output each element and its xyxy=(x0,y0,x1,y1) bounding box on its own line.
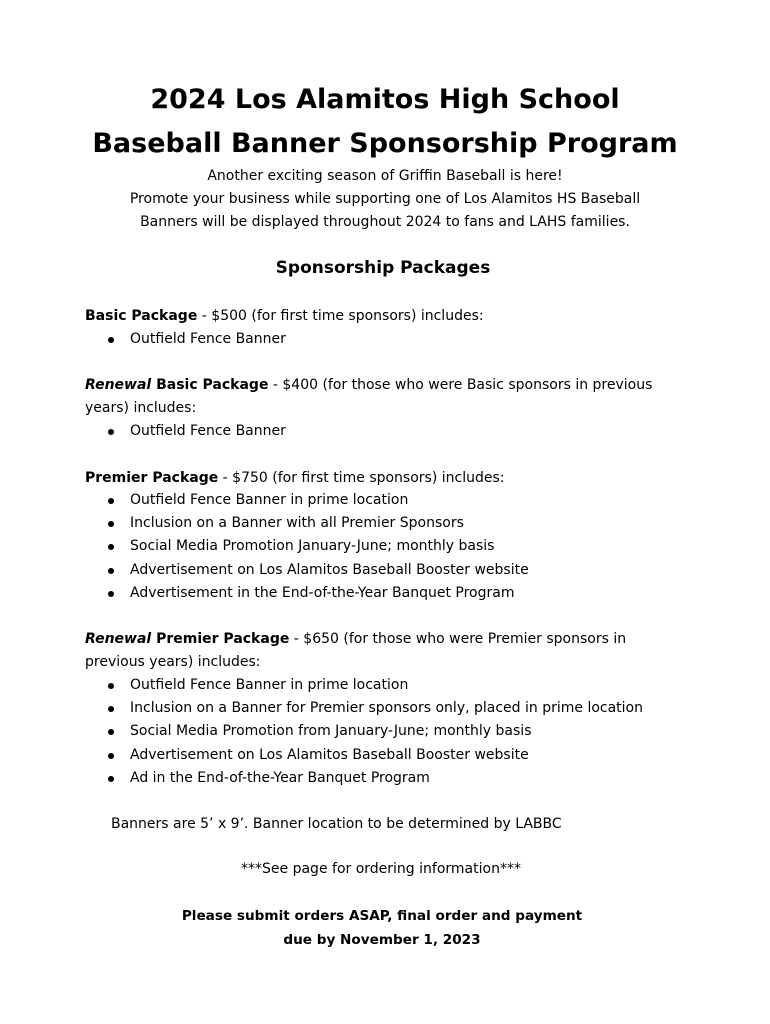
title-line-2: Baseball Banner Sponsorship Program xyxy=(92,128,678,159)
banner-size-note: Banners are 5’ x 9’. Banner location to be determined by LABBC xyxy=(111,816,562,832)
closing-line-1: Please submit orders ASAP, final order and payment xyxy=(181,908,583,924)
section-heading: Sponsorship Packages xyxy=(275,258,491,278)
closing-line-2: due by November 1, 2023 xyxy=(283,932,481,948)
intro-line-3: Banners will be displayed throughout 2024 to fans and LAHS families. xyxy=(140,214,630,230)
bullet-icon xyxy=(108,776,114,782)
intro-line-1: Another exciting season of Griffin Baseball is here! xyxy=(207,168,563,184)
list-item xyxy=(105,489,705,512)
list-item-text: Social Media Promotion from January-June; monthly basis xyxy=(130,723,532,740)
list-item xyxy=(105,767,705,790)
list-item-text: Outfield Fence Banner xyxy=(130,331,286,347)
bullet-icon xyxy=(108,337,114,343)
bullet-icon xyxy=(108,498,114,504)
list-item xyxy=(105,535,705,558)
basic-package-desc: - $500 (for first time sponsors) includes: xyxy=(197,308,484,324)
list-item-text: Inclusion on a Banner for Premier sponsors only, placed in prime location xyxy=(130,700,643,717)
list-item-text: Advertisement in the End-of-the-Year Banquet Program xyxy=(130,584,515,601)
basic-package-name: Basic Package xyxy=(85,308,198,324)
bullet-icon xyxy=(108,568,114,574)
list-item-text: Outfield Fence Banner in prime location xyxy=(130,492,409,508)
bullet-icon xyxy=(108,753,114,759)
list-item xyxy=(105,420,705,443)
list-item xyxy=(105,744,705,767)
intro-line-2: Promote your business while supporting one of Los Alamitos HS Baseball xyxy=(129,191,641,207)
basic-package-items xyxy=(105,328,705,351)
premier-package-name: Premier Package xyxy=(85,470,219,486)
list-item xyxy=(105,720,705,743)
list-item-text: Inclusion on a Banner with all Premier Sponsors xyxy=(130,515,464,532)
see-page-note: ***See page for ordering information*** xyxy=(241,861,521,877)
renewal-premier-package-desc: - $650 (for those who were Premier sponsors in xyxy=(289,631,627,647)
list-item xyxy=(105,512,705,535)
renewal-basic-package-heading xyxy=(85,374,685,420)
renewal-premier-package-items xyxy=(105,674,705,790)
renewal-basic-package-desc: - $400 (for those who were Basic sponsors in previous xyxy=(268,377,653,393)
list-item-text: Advertisement on Los Alamitos Baseball Booster website xyxy=(130,561,529,578)
list-item-text: Ad in the End-of-the-Year Banquet Program xyxy=(130,769,430,786)
list-item xyxy=(105,559,705,582)
list-item-text: Outfield Fence Banner xyxy=(130,423,286,439)
premier-package-heading xyxy=(85,467,685,490)
renewal-basic-package-items xyxy=(105,420,705,443)
bullet-icon xyxy=(108,521,114,527)
renewal-basic-package-desc-2: years) includes: xyxy=(85,400,197,417)
bullet-icon xyxy=(108,683,114,689)
renewal-premier-package-desc-2: previous years) includes: xyxy=(85,654,261,671)
list-item xyxy=(105,328,705,351)
renewal-premier-package-name: Premier Package xyxy=(151,631,290,647)
title-line-1: 2024 Los Alamitos High School xyxy=(150,84,620,115)
premier-package-desc: - $750 (for first time sponsors) includes: xyxy=(218,470,505,486)
list-item xyxy=(105,582,705,605)
list-item-text: Social Media Promotion January-June; monthly basis xyxy=(130,538,495,555)
list-item-text: Advertisement on Los Alamitos Baseball Booster website xyxy=(130,746,529,763)
basic-package-heading xyxy=(85,305,685,328)
bullet-icon xyxy=(108,706,114,712)
renewal-basic-package-name: Basic Package xyxy=(151,377,269,393)
bullet-icon xyxy=(108,429,114,435)
list-item xyxy=(105,674,705,697)
premier-package-items xyxy=(105,489,705,605)
list-item-text: Outfield Fence Banner in prime location xyxy=(130,677,409,693)
renewal-word: Renewal xyxy=(85,631,152,647)
list-item xyxy=(105,697,705,720)
bullet-icon xyxy=(108,591,114,597)
renewal-premier-package-heading xyxy=(85,628,685,674)
renewal-word: Renewal xyxy=(85,377,152,393)
bullet-icon xyxy=(108,544,114,550)
bullet-icon xyxy=(108,729,114,735)
